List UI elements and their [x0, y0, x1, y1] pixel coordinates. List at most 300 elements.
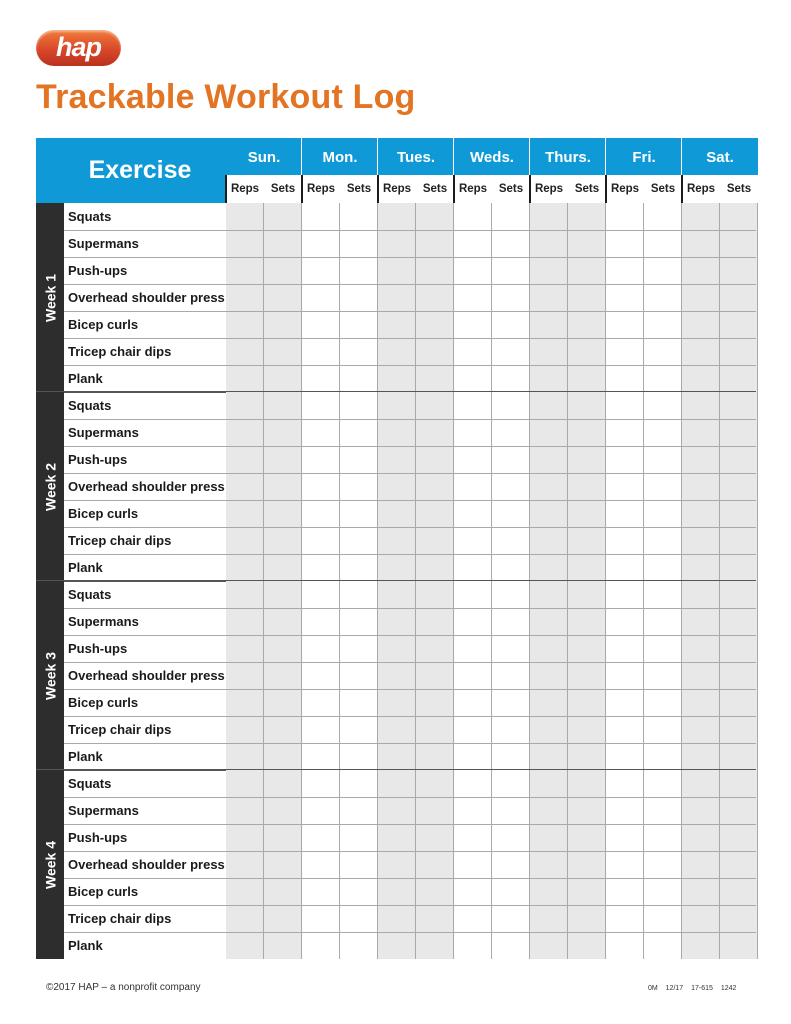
reps-entry-cell[interactable] [226, 689, 264, 716]
sets-entry-cell[interactable] [720, 662, 758, 689]
reps-entry-cell[interactable] [682, 743, 720, 770]
sets-entry-cell[interactable] [720, 419, 758, 446]
sets-entry-cell[interactable] [720, 554, 758, 581]
sets-entry-cell[interactable] [644, 581, 682, 608]
reps-entry-cell[interactable] [606, 824, 644, 851]
sets-entry-cell[interactable] [720, 608, 758, 635]
reps-entry-cell[interactable] [606, 338, 644, 365]
sets-entry-cell[interactable] [264, 932, 302, 959]
reps-entry-cell[interactable] [682, 338, 720, 365]
sets-entry-cell[interactable] [644, 230, 682, 257]
reps-entry-cell[interactable] [682, 932, 720, 959]
sets-entry-cell[interactable] [492, 797, 530, 824]
reps-entry-cell[interactable] [682, 608, 720, 635]
reps-entry-cell[interactable] [682, 662, 720, 689]
reps-entry-cell[interactable] [606, 446, 644, 473]
reps-entry-cell[interactable] [682, 878, 720, 905]
sets-entry-cell[interactable] [416, 446, 454, 473]
sets-entry-cell[interactable] [568, 527, 606, 554]
sets-entry-cell[interactable] [416, 527, 454, 554]
reps-entry-cell[interactable] [302, 311, 340, 338]
reps-entry-cell[interactable] [226, 635, 264, 662]
reps-entry-cell[interactable] [606, 473, 644, 500]
sets-entry-cell[interactable] [340, 392, 378, 419]
reps-entry-cell[interactable] [454, 419, 492, 446]
sets-entry-cell[interactable] [264, 905, 302, 932]
reps-entry-cell[interactable] [682, 554, 720, 581]
sets-entry-cell[interactable] [416, 257, 454, 284]
sets-entry-cell[interactable] [416, 419, 454, 446]
sets-entry-cell[interactable] [416, 284, 454, 311]
sets-entry-cell[interactable] [644, 905, 682, 932]
sets-entry-cell[interactable] [264, 500, 302, 527]
sets-entry-cell[interactable] [568, 500, 606, 527]
reps-entry-cell[interactable] [302, 419, 340, 446]
sets-entry-cell[interactable] [720, 878, 758, 905]
reps-entry-cell[interactable] [378, 527, 416, 554]
sets-entry-cell[interactable] [568, 311, 606, 338]
reps-entry-cell[interactable] [530, 851, 568, 878]
sets-entry-cell[interactable] [340, 311, 378, 338]
sets-entry-cell[interactable] [416, 824, 454, 851]
sets-entry-cell[interactable] [340, 932, 378, 959]
reps-entry-cell[interactable] [378, 338, 416, 365]
sets-entry-cell[interactable] [340, 743, 378, 770]
reps-entry-cell[interactable] [606, 662, 644, 689]
reps-entry-cell[interactable] [302, 770, 340, 797]
sets-entry-cell[interactable] [568, 878, 606, 905]
reps-entry-cell[interactable] [454, 203, 492, 230]
sets-entry-cell[interactable] [644, 743, 682, 770]
reps-entry-cell[interactable] [530, 878, 568, 905]
sets-entry-cell[interactable] [644, 662, 682, 689]
reps-entry-cell[interactable] [302, 365, 340, 392]
sets-entry-cell[interactable] [568, 554, 606, 581]
sets-entry-cell[interactable] [340, 905, 378, 932]
reps-entry-cell[interactable] [682, 446, 720, 473]
reps-entry-cell[interactable] [530, 500, 568, 527]
sets-entry-cell[interactable] [340, 797, 378, 824]
sets-entry-cell[interactable] [720, 581, 758, 608]
sets-entry-cell[interactable] [720, 716, 758, 743]
sets-entry-cell[interactable] [340, 635, 378, 662]
reps-entry-cell[interactable] [302, 743, 340, 770]
reps-entry-cell[interactable] [606, 878, 644, 905]
sets-entry-cell[interactable] [492, 689, 530, 716]
reps-entry-cell[interactable] [378, 257, 416, 284]
reps-entry-cell[interactable] [454, 851, 492, 878]
reps-entry-cell[interactable] [530, 446, 568, 473]
sets-entry-cell[interactable] [720, 203, 758, 230]
reps-entry-cell[interactable] [226, 554, 264, 581]
reps-entry-cell[interactable] [226, 230, 264, 257]
reps-entry-cell[interactable] [606, 635, 644, 662]
reps-entry-cell[interactable] [606, 500, 644, 527]
reps-entry-cell[interactable] [530, 824, 568, 851]
reps-entry-cell[interactable] [226, 284, 264, 311]
reps-entry-cell[interactable] [378, 770, 416, 797]
sets-entry-cell[interactable] [264, 581, 302, 608]
reps-entry-cell[interactable] [226, 851, 264, 878]
reps-entry-cell[interactable] [682, 851, 720, 878]
sets-entry-cell[interactable] [492, 203, 530, 230]
reps-entry-cell[interactable] [454, 608, 492, 635]
reps-entry-cell[interactable] [530, 932, 568, 959]
reps-entry-cell[interactable] [302, 203, 340, 230]
sets-entry-cell[interactable] [416, 905, 454, 932]
sets-entry-cell[interactable] [492, 230, 530, 257]
reps-entry-cell[interactable] [378, 851, 416, 878]
sets-entry-cell[interactable] [644, 392, 682, 419]
sets-entry-cell[interactable] [264, 851, 302, 878]
reps-entry-cell[interactable] [454, 716, 492, 743]
sets-entry-cell[interactable] [720, 905, 758, 932]
sets-entry-cell[interactable] [492, 257, 530, 284]
sets-entry-cell[interactable] [340, 527, 378, 554]
sets-entry-cell[interactable] [340, 257, 378, 284]
reps-entry-cell[interactable] [454, 581, 492, 608]
reps-entry-cell[interactable] [302, 446, 340, 473]
sets-entry-cell[interactable] [720, 365, 758, 392]
reps-entry-cell[interactable] [378, 878, 416, 905]
sets-entry-cell[interactable] [340, 446, 378, 473]
sets-entry-cell[interactable] [644, 770, 682, 797]
reps-entry-cell[interactable] [302, 635, 340, 662]
sets-entry-cell[interactable] [340, 824, 378, 851]
sets-entry-cell[interactable] [568, 608, 606, 635]
reps-entry-cell[interactable] [606, 608, 644, 635]
sets-entry-cell[interactable] [492, 608, 530, 635]
sets-entry-cell[interactable] [340, 554, 378, 581]
sets-entry-cell[interactable] [340, 230, 378, 257]
sets-entry-cell[interactable] [568, 392, 606, 419]
reps-entry-cell[interactable] [226, 527, 264, 554]
sets-entry-cell[interactable] [340, 473, 378, 500]
reps-entry-cell[interactable] [606, 797, 644, 824]
reps-entry-cell[interactable] [226, 338, 264, 365]
sets-entry-cell[interactable] [492, 527, 530, 554]
sets-entry-cell[interactable] [720, 932, 758, 959]
sets-entry-cell[interactable] [264, 716, 302, 743]
sets-entry-cell[interactable] [264, 608, 302, 635]
reps-entry-cell[interactable] [454, 365, 492, 392]
sets-entry-cell[interactable] [416, 635, 454, 662]
reps-entry-cell[interactable] [530, 392, 568, 419]
sets-entry-cell[interactable] [568, 365, 606, 392]
reps-entry-cell[interactable] [302, 392, 340, 419]
sets-entry-cell[interactable] [492, 338, 530, 365]
sets-entry-cell[interactable] [568, 257, 606, 284]
reps-entry-cell[interactable] [682, 257, 720, 284]
sets-entry-cell[interactable] [492, 365, 530, 392]
reps-entry-cell[interactable] [530, 581, 568, 608]
reps-entry-cell[interactable] [682, 311, 720, 338]
reps-entry-cell[interactable] [302, 797, 340, 824]
sets-entry-cell[interactable] [644, 203, 682, 230]
reps-entry-cell[interactable] [606, 905, 644, 932]
reps-entry-cell[interactable] [530, 311, 568, 338]
sets-entry-cell[interactable] [644, 446, 682, 473]
sets-entry-cell[interactable] [264, 662, 302, 689]
reps-entry-cell[interactable] [454, 770, 492, 797]
sets-entry-cell[interactable] [568, 419, 606, 446]
sets-entry-cell[interactable] [416, 365, 454, 392]
sets-entry-cell[interactable] [492, 419, 530, 446]
reps-entry-cell[interactable] [454, 797, 492, 824]
reps-entry-cell[interactable] [530, 743, 568, 770]
reps-entry-cell[interactable] [530, 203, 568, 230]
reps-entry-cell[interactable] [530, 284, 568, 311]
sets-entry-cell[interactable] [568, 203, 606, 230]
sets-entry-cell[interactable] [264, 527, 302, 554]
sets-entry-cell[interactable] [416, 878, 454, 905]
sets-entry-cell[interactable] [720, 527, 758, 554]
sets-entry-cell[interactable] [416, 203, 454, 230]
reps-entry-cell[interactable] [682, 203, 720, 230]
reps-entry-cell[interactable] [302, 338, 340, 365]
sets-entry-cell[interactable] [720, 230, 758, 257]
reps-entry-cell[interactable] [454, 905, 492, 932]
reps-entry-cell[interactable] [530, 257, 568, 284]
reps-entry-cell[interactable] [226, 203, 264, 230]
sets-entry-cell[interactable] [416, 662, 454, 689]
reps-entry-cell[interactable] [606, 743, 644, 770]
sets-entry-cell[interactable] [416, 716, 454, 743]
sets-entry-cell[interactable] [416, 500, 454, 527]
sets-entry-cell[interactable] [416, 689, 454, 716]
sets-entry-cell[interactable] [492, 554, 530, 581]
sets-entry-cell[interactable] [492, 878, 530, 905]
reps-entry-cell[interactable] [378, 662, 416, 689]
sets-entry-cell[interactable] [264, 824, 302, 851]
sets-entry-cell[interactable] [720, 500, 758, 527]
reps-entry-cell[interactable] [302, 716, 340, 743]
reps-entry-cell[interactable] [530, 554, 568, 581]
reps-entry-cell[interactable] [606, 257, 644, 284]
reps-entry-cell[interactable] [530, 770, 568, 797]
reps-entry-cell[interactable] [302, 932, 340, 959]
sets-entry-cell[interactable] [492, 392, 530, 419]
reps-entry-cell[interactable] [226, 365, 264, 392]
sets-entry-cell[interactable] [416, 338, 454, 365]
sets-entry-cell[interactable] [568, 851, 606, 878]
sets-entry-cell[interactable] [644, 851, 682, 878]
reps-entry-cell[interactable] [606, 203, 644, 230]
sets-entry-cell[interactable] [492, 662, 530, 689]
sets-entry-cell[interactable] [644, 311, 682, 338]
sets-entry-cell[interactable] [340, 851, 378, 878]
sets-entry-cell[interactable] [644, 473, 682, 500]
reps-entry-cell[interactable] [226, 824, 264, 851]
sets-entry-cell[interactable] [492, 635, 530, 662]
sets-entry-cell[interactable] [720, 635, 758, 662]
reps-entry-cell[interactable] [454, 230, 492, 257]
reps-entry-cell[interactable] [378, 230, 416, 257]
reps-entry-cell[interactable] [302, 824, 340, 851]
sets-entry-cell[interactable] [720, 770, 758, 797]
reps-entry-cell[interactable] [454, 932, 492, 959]
sets-entry-cell[interactable] [340, 716, 378, 743]
reps-entry-cell[interactable] [530, 365, 568, 392]
reps-entry-cell[interactable] [606, 581, 644, 608]
sets-entry-cell[interactable] [644, 608, 682, 635]
reps-entry-cell[interactable] [302, 257, 340, 284]
sets-entry-cell[interactable] [720, 311, 758, 338]
reps-entry-cell[interactable] [454, 743, 492, 770]
reps-entry-cell[interactable] [606, 284, 644, 311]
reps-entry-cell[interactable] [530, 635, 568, 662]
sets-entry-cell[interactable] [416, 851, 454, 878]
reps-entry-cell[interactable] [682, 419, 720, 446]
reps-entry-cell[interactable] [226, 878, 264, 905]
sets-entry-cell[interactable] [264, 635, 302, 662]
reps-entry-cell[interactable] [302, 608, 340, 635]
reps-entry-cell[interactable] [606, 851, 644, 878]
reps-entry-cell[interactable] [454, 878, 492, 905]
sets-entry-cell[interactable] [340, 338, 378, 365]
reps-entry-cell[interactable] [378, 473, 416, 500]
sets-entry-cell[interactable] [568, 662, 606, 689]
reps-entry-cell[interactable] [378, 203, 416, 230]
sets-entry-cell[interactable] [492, 905, 530, 932]
reps-entry-cell[interactable] [454, 554, 492, 581]
sets-entry-cell[interactable] [568, 338, 606, 365]
reps-entry-cell[interactable] [302, 581, 340, 608]
reps-entry-cell[interactable] [378, 635, 416, 662]
reps-entry-cell[interactable] [302, 284, 340, 311]
sets-entry-cell[interactable] [720, 797, 758, 824]
reps-entry-cell[interactable] [606, 932, 644, 959]
sets-entry-cell[interactable] [416, 770, 454, 797]
sets-entry-cell[interactable] [340, 770, 378, 797]
reps-entry-cell[interactable] [682, 905, 720, 932]
reps-entry-cell[interactable] [530, 419, 568, 446]
reps-entry-cell[interactable] [530, 338, 568, 365]
reps-entry-cell[interactable] [226, 716, 264, 743]
reps-entry-cell[interactable] [682, 770, 720, 797]
sets-entry-cell[interactable] [492, 932, 530, 959]
sets-entry-cell[interactable] [568, 824, 606, 851]
sets-entry-cell[interactable] [264, 257, 302, 284]
reps-entry-cell[interactable] [530, 662, 568, 689]
sets-entry-cell[interactable] [264, 446, 302, 473]
reps-entry-cell[interactable] [682, 230, 720, 257]
sets-entry-cell[interactable] [644, 635, 682, 662]
sets-entry-cell[interactable] [492, 311, 530, 338]
reps-entry-cell[interactable] [378, 419, 416, 446]
sets-entry-cell[interactable] [264, 392, 302, 419]
reps-entry-cell[interactable] [378, 581, 416, 608]
reps-entry-cell[interactable] [454, 662, 492, 689]
reps-entry-cell[interactable] [378, 905, 416, 932]
reps-entry-cell[interactable] [606, 365, 644, 392]
sets-entry-cell[interactable] [568, 743, 606, 770]
sets-entry-cell[interactable] [340, 662, 378, 689]
sets-entry-cell[interactable] [644, 689, 682, 716]
sets-entry-cell[interactable] [416, 743, 454, 770]
reps-entry-cell[interactable] [226, 392, 264, 419]
sets-entry-cell[interactable] [340, 365, 378, 392]
sets-entry-cell[interactable] [264, 554, 302, 581]
sets-entry-cell[interactable] [264, 284, 302, 311]
sets-entry-cell[interactable] [264, 743, 302, 770]
sets-entry-cell[interactable] [568, 284, 606, 311]
reps-entry-cell[interactable] [226, 905, 264, 932]
reps-entry-cell[interactable] [682, 527, 720, 554]
sets-entry-cell[interactable] [416, 473, 454, 500]
reps-entry-cell[interactable] [378, 689, 416, 716]
sets-entry-cell[interactable] [340, 284, 378, 311]
sets-entry-cell[interactable] [644, 716, 682, 743]
sets-entry-cell[interactable] [568, 716, 606, 743]
reps-entry-cell[interactable] [226, 662, 264, 689]
reps-entry-cell[interactable] [454, 635, 492, 662]
sets-entry-cell[interactable] [568, 230, 606, 257]
reps-entry-cell[interactable] [378, 554, 416, 581]
reps-entry-cell[interactable] [378, 797, 416, 824]
sets-entry-cell[interactable] [416, 311, 454, 338]
reps-entry-cell[interactable] [454, 338, 492, 365]
reps-entry-cell[interactable] [378, 932, 416, 959]
sets-entry-cell[interactable] [644, 365, 682, 392]
reps-entry-cell[interactable] [378, 365, 416, 392]
reps-entry-cell[interactable] [530, 230, 568, 257]
sets-entry-cell[interactable] [720, 824, 758, 851]
reps-entry-cell[interactable] [226, 770, 264, 797]
reps-entry-cell[interactable] [378, 608, 416, 635]
sets-entry-cell[interactable] [264, 419, 302, 446]
reps-entry-cell[interactable] [302, 689, 340, 716]
sets-entry-cell[interactable] [492, 581, 530, 608]
reps-entry-cell[interactable] [682, 581, 720, 608]
sets-entry-cell[interactable] [644, 527, 682, 554]
sets-entry-cell[interactable] [492, 851, 530, 878]
sets-entry-cell[interactable] [644, 932, 682, 959]
sets-entry-cell[interactable] [492, 716, 530, 743]
sets-entry-cell[interactable] [720, 743, 758, 770]
reps-entry-cell[interactable] [454, 446, 492, 473]
reps-entry-cell[interactable] [682, 689, 720, 716]
reps-entry-cell[interactable] [530, 608, 568, 635]
reps-entry-cell[interactable] [530, 797, 568, 824]
reps-entry-cell[interactable] [606, 527, 644, 554]
sets-entry-cell[interactable] [416, 932, 454, 959]
sets-entry-cell[interactable] [644, 338, 682, 365]
sets-entry-cell[interactable] [644, 797, 682, 824]
reps-entry-cell[interactable] [454, 392, 492, 419]
sets-entry-cell[interactable] [720, 284, 758, 311]
reps-entry-cell[interactable] [302, 851, 340, 878]
reps-entry-cell[interactable] [682, 716, 720, 743]
sets-entry-cell[interactable] [492, 770, 530, 797]
reps-entry-cell[interactable] [226, 797, 264, 824]
sets-entry-cell[interactable] [644, 257, 682, 284]
reps-entry-cell[interactable] [682, 824, 720, 851]
sets-entry-cell[interactable] [416, 608, 454, 635]
sets-entry-cell[interactable] [568, 905, 606, 932]
reps-entry-cell[interactable] [606, 311, 644, 338]
sets-entry-cell[interactable] [340, 500, 378, 527]
reps-entry-cell[interactable] [530, 905, 568, 932]
reps-entry-cell[interactable] [682, 500, 720, 527]
sets-entry-cell[interactable] [720, 338, 758, 365]
sets-entry-cell[interactable] [264, 365, 302, 392]
sets-entry-cell[interactable] [568, 797, 606, 824]
sets-entry-cell[interactable] [492, 743, 530, 770]
reps-entry-cell[interactable] [606, 230, 644, 257]
sets-entry-cell[interactable] [264, 311, 302, 338]
sets-entry-cell[interactable] [720, 392, 758, 419]
